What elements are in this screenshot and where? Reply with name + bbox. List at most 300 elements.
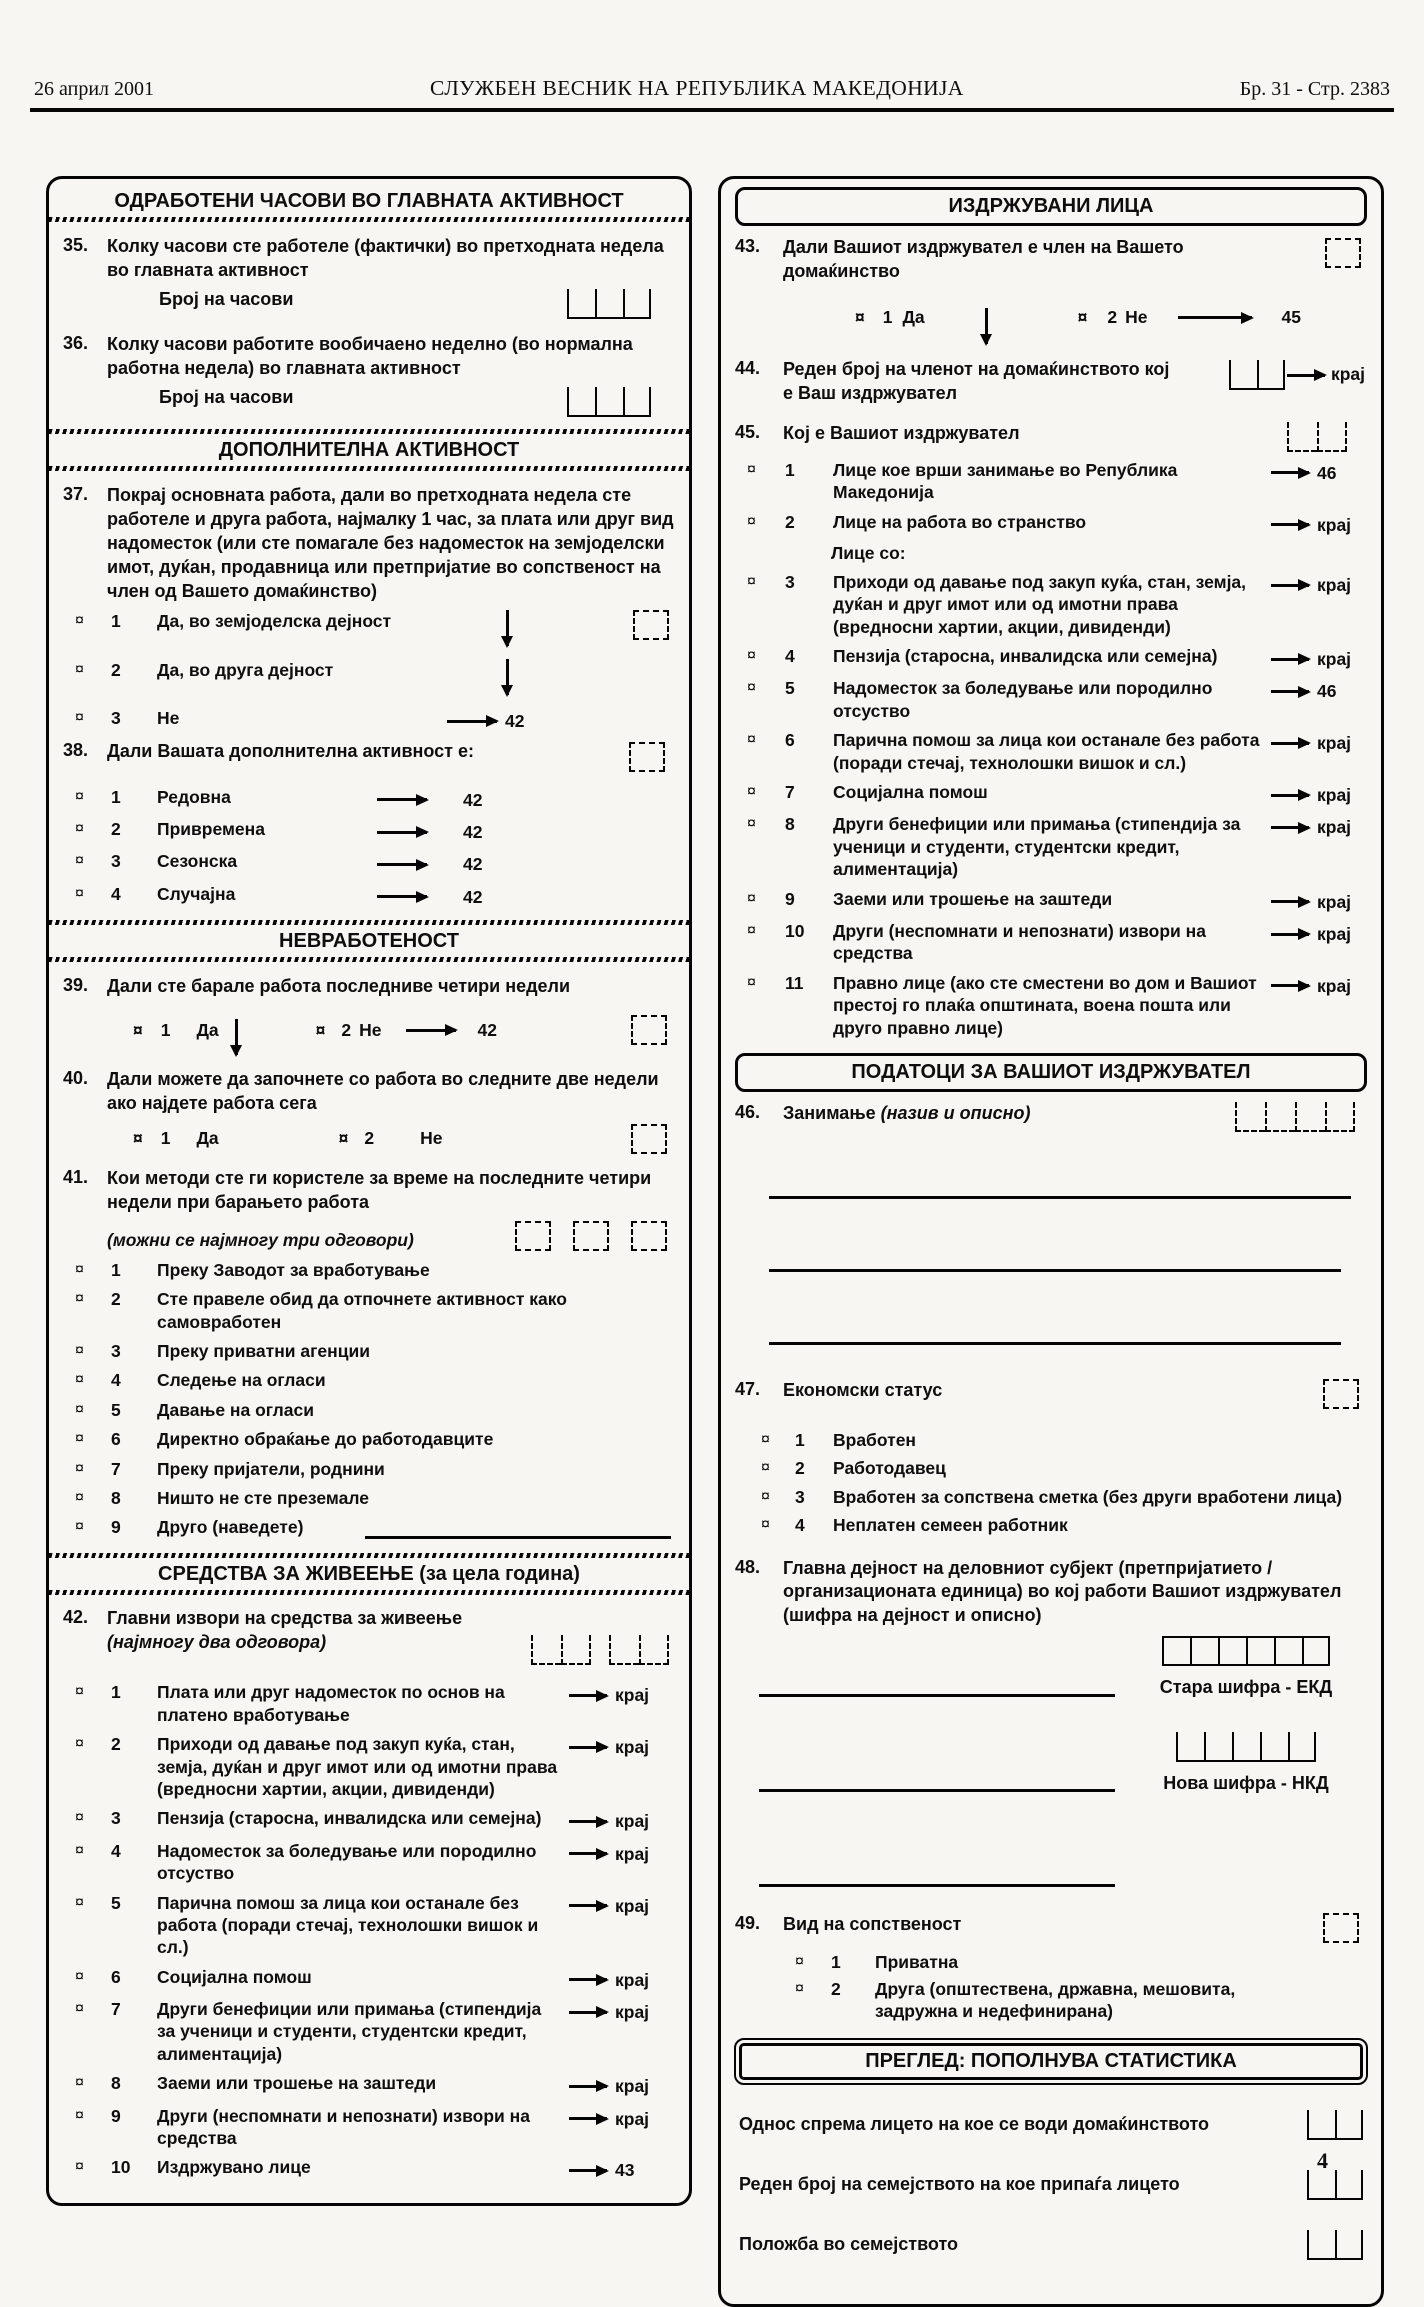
option-row	[75, 786, 675, 811]
option-row	[75, 1516, 675, 1539]
answer-box[interactable]	[515, 1221, 551, 1251]
checkbox-icon[interactable]: ¤	[338, 1128, 349, 1149]
answer-box[interactable]	[1323, 1379, 1359, 1409]
option-label: Други (неспомнати и непознати) извори на средства	[157, 2105, 530, 2149]
option-label: Случајна	[157, 883, 236, 904]
question-text: Дали можете да започнете со работа во следните две недели ако најдете работа сега	[107, 1069, 659, 1114]
checkbox-icon[interactable]: ¤	[75, 1841, 84, 1859]
checkbox-icon[interactable]: ¤	[75, 1260, 84, 1278]
option-row	[75, 1399, 675, 1421]
checkbox-icon[interactable]: ¤	[1077, 307, 1088, 328]
arrow-right-icon	[1271, 826, 1309, 829]
option-label: Да	[902, 307, 925, 328]
option-label: Вработен	[833, 1429, 916, 1450]
subgroup-label: Лице со:	[831, 542, 906, 563]
option-label: Да, во земјоделска дејност	[157, 611, 392, 632]
option-number: 8	[785, 814, 795, 835]
option-label: Редовна	[157, 786, 231, 807]
option-label: Пензија (старосна, инвалидска или семејна)	[157, 1808, 542, 1829]
option-number: 6	[785, 730, 795, 751]
option-label: Правно лице (ако сте сместени во дом и Вашиот престој го плаќа општината, воена пошта или друго правно лице)	[833, 972, 1257, 1038]
checkbox-icon[interactable]: ¤	[747, 647, 756, 665]
section-title: ДОПОЛНИТЕЛНА АКТИВНОСТ	[218, 438, 520, 461]
option-number: 2	[831, 1978, 841, 1999]
option-row	[75, 850, 675, 875]
option-label: Заеми или трошење на заштеди	[833, 888, 1113, 909]
skip-target: 42	[505, 711, 525, 732]
section-dependents: ИЗДРЖУВАНИ ЛИЦА	[735, 187, 1367, 226]
skip-target: крај	[1317, 574, 1352, 595]
member-number-box[interactable]	[1229, 360, 1285, 390]
question-text: Дали Вашата дополнителна активност е:	[107, 740, 474, 761]
option-label: Не	[157, 708, 180, 729]
option-number: 1	[160, 1128, 171, 1149]
question-text: Занимање	[783, 1102, 876, 1123]
option-label: Лице на работа во странство	[833, 511, 1087, 532]
option-number: 3	[795, 1486, 805, 1507]
option-label: Сте правеле обид да отпочнете активност како самовработен	[157, 1289, 567, 1332]
question-text: Вид на сопственост	[783, 1914, 962, 1935]
checkbox-icon[interactable]: ¤	[75, 1371, 84, 1389]
skip-target: 46	[1317, 681, 1337, 702]
option-row	[747, 781, 1367, 806]
arrow-right-icon	[569, 1820, 607, 1823]
option-label: Друга (општествена, државна, мешовита, задружна и недефинирана)	[875, 1978, 1236, 2022]
question-instruction: (шифра на дејност и описно)	[783, 1605, 1042, 1626]
option-label: Да	[196, 1019, 219, 1040]
new-code-box[interactable]	[1176, 1732, 1316, 1762]
checkbox-icon[interactable]: ¤	[747, 572, 756, 590]
page-header	[34, 76, 1390, 101]
statistics-code-box[interactable]	[1307, 2230, 1363, 2260]
option-label: Работодавец	[833, 1458, 946, 1479]
option-label: Парична помош за лица кои останале без работа (поради стечај, технолошки вишок и сл.)	[157, 1892, 539, 1958]
option-number: 1	[111, 611, 121, 632]
arrow-right-icon	[1178, 316, 1252, 319]
arrow-right-icon	[569, 1694, 607, 1697]
old-code-label: Стара шифра - ЕКД	[1159, 1677, 1333, 1698]
checkbox-icon[interactable]: ¤	[747, 512, 756, 530]
question-text-note: (или сте помагале без надоместок на земјоделски имот, дуќан, продавница или претпријатие во сопственост на член од Вашето домаќинство)	[107, 532, 665, 601]
checkbox-icon[interactable]: ¤	[75, 884, 84, 902]
option-number: 4	[111, 883, 121, 904]
option-number: 9	[111, 1517, 121, 1538]
occupation-code-box[interactable]	[1235, 1102, 1355, 1132]
option-number: 3	[785, 571, 795, 592]
checkbox-icon[interactable]: ¤	[315, 1019, 326, 1040]
checkbox-icon[interactable]: ¤	[75, 2106, 84, 2124]
option-number: 11	[785, 972, 804, 993]
new-code-group	[1133, 1732, 1359, 1794]
zigzag-divider	[49, 957, 689, 962]
arrow-right-icon	[1271, 984, 1309, 987]
option-row	[761, 1457, 1367, 1479]
option-label: Друго (наведете)	[157, 1517, 304, 1538]
option-number: 10	[111, 2157, 131, 2178]
checkbox-icon[interactable]: ¤	[75, 1459, 84, 1477]
question-43	[735, 236, 1325, 284]
option-row	[75, 1892, 675, 1959]
option-label: Да	[196, 1128, 219, 1149]
option-label: Директно обраќање до работодавците	[157, 1429, 494, 1450]
option-number: 2	[785, 511, 795, 532]
arrow-right-icon	[406, 1029, 456, 1032]
question-text: Кои методи сте ги користеле за време на последните четири недели при барањето работа	[107, 1167, 652, 1212]
option-number: 2	[111, 659, 121, 680]
option-number: 3	[111, 1341, 121, 1362]
arrow-right-icon	[1271, 584, 1309, 587]
option-row	[747, 920, 1367, 965]
checkbox-icon[interactable]: ¤	[75, 1809, 84, 1827]
checkbox-icon[interactable]: ¤	[747, 460, 756, 478]
option-number: 8	[111, 2073, 121, 2094]
question-text: Кој е Вашиот издржувател	[783, 422, 1020, 443]
option-label: Приватна	[875, 1952, 959, 1973]
answer-box[interactable]	[573, 1221, 609, 1251]
section-unemployment	[63, 920, 675, 962]
checkbox-icon[interactable]: ¤	[747, 889, 756, 907]
write-in-line[interactable]	[769, 1196, 1351, 1199]
option-label: Преку приватни агенции	[157, 1341, 370, 1362]
write-in-line[interactable]	[365, 1536, 671, 1539]
arrow-right-icon	[1271, 742, 1309, 745]
statistics-code-box[interactable]	[1307, 2170, 1363, 2200]
question-number: 48.	[735, 1556, 761, 1577]
option-label: Сезонска	[157, 851, 238, 872]
hours-label: Број на часови	[159, 386, 294, 407]
option-row	[747, 972, 1367, 1039]
question-text	[107, 484, 675, 604]
skip-target: 42	[463, 789, 483, 810]
option-label: Пензија (старосна, инвалидска или семејна)	[833, 646, 1218, 667]
review-row	[739, 2110, 1363, 2140]
skip-target: крај	[615, 2108, 650, 2129]
option-number: 4	[795, 1515, 805, 1536]
option-number: 5	[785, 678, 795, 699]
option-row	[747, 677, 1367, 722]
option-row	[747, 729, 1367, 774]
statistics-code-box[interactable]	[1307, 2110, 1363, 2140]
section-title: НЕВРАБОТЕНОСТ	[279, 930, 459, 953]
checkbox-icon[interactable]: ¤	[75, 1735, 84, 1753]
checkbox-icon[interactable]: ¤	[133, 1019, 143, 1040]
checkbox-icon[interactable]: ¤	[75, 2158, 84, 2176]
question-text-bold: Покрај основната работа, дали во претходната недела сте работеле и друга работа, најмалку 1 час, за плата или друг вид надоместок	[107, 484, 674, 553]
write-in-line[interactable]	[769, 1342, 1341, 1345]
section-provider-data: ПОДАТОЦИ ЗА ВАШИОТ ИЗДРЖУВАТЕЛ	[735, 1053, 1367, 1092]
option-label: Лице кое врши занимање во Република Македонија	[833, 459, 1178, 503]
arrow-right-icon	[569, 1904, 607, 1907]
skip-target: крај	[1317, 975, 1352, 996]
question-45	[735, 422, 1287, 446]
option-row	[75, 818, 675, 843]
write-in-line[interactable]	[759, 1789, 1115, 1792]
header-date: 26 април 2001	[34, 78, 154, 100]
write-in-line[interactable]	[759, 1694, 1115, 1697]
skip-target: 42	[477, 1019, 497, 1040]
checkbox-icon[interactable]: ¤	[855, 307, 865, 328]
header-issue: Бр. 31 - Стр. 2383	[1239, 78, 1390, 100]
checkbox-icon[interactable]: ¤	[747, 731, 756, 749]
option-number: 7	[785, 782, 795, 803]
arrow-right-icon	[569, 2169, 607, 2172]
arrow-right-icon	[1271, 523, 1309, 526]
question-number: 41.	[63, 1166, 89, 1187]
option-number: 5	[111, 1892, 121, 1913]
option-label: Следење на огласи	[157, 1370, 326, 1391]
question-44	[735, 358, 1229, 406]
old-code-box[interactable]	[1162, 1636, 1330, 1666]
checkbox-icon[interactable]: ¤	[75, 787, 84, 805]
option-row	[75, 1259, 675, 1281]
skip-target: крај	[615, 1969, 650, 1990]
arrow-right-icon	[1271, 900, 1309, 903]
question-40	[63, 1068, 675, 1116]
option-label: Давање на огласи	[157, 1399, 314, 1420]
checkbox-icon[interactable]: ¤	[75, 1893, 84, 1911]
option-number: 1	[160, 1019, 171, 1040]
arrow-right-icon	[377, 863, 427, 866]
option-row	[75, 2072, 675, 2097]
skip-target: крај	[1317, 891, 1352, 912]
question-41	[63, 1167, 675, 1215]
review-label: Однос спрема лицето на кое се води домаќинството	[739, 2114, 1210, 2134]
skip-target: крај	[1317, 924, 1352, 944]
option-row	[795, 1951, 1367, 1973]
option-label: Други бенефиции или примања (стипендија за ученици и студенти, студентски кредит, алиментација)	[157, 1999, 542, 2064]
arrow-right-icon	[569, 2085, 607, 2088]
checkbox-icon[interactable]: ¤	[75, 612, 84, 630]
checkbox-icon[interactable]: ¤	[747, 679, 756, 697]
option-row	[75, 1288, 675, 1333]
skip-target: крај	[1317, 514, 1352, 535]
option-number: 2	[111, 1734, 121, 1755]
section-title: СРЕДСТВА ЗА ЖИВЕЕЊЕ (за цела година)	[158, 1563, 580, 1586]
section-additional-activity	[63, 429, 675, 471]
option-label: Неплатен семеен работник	[833, 1515, 1068, 1536]
question-number: 46.	[735, 1101, 761, 1122]
hours-entry-box[interactable]	[567, 289, 651, 319]
page-number: 4	[1317, 2148, 1328, 2173]
checkbox-icon[interactable]: ¤	[75, 1488, 84, 1506]
answer-box[interactable]	[1325, 238, 1361, 268]
skip-target: крај	[615, 1843, 650, 1864]
arrow-down-icon	[506, 659, 509, 695]
arrow-right-icon	[1271, 471, 1309, 474]
option-number: 4	[785, 646, 795, 667]
option-row	[75, 1369, 675, 1391]
option-number: 1	[831, 1952, 841, 1973]
option-row	[747, 888, 1367, 913]
answer-box[interactable]	[1323, 1913, 1359, 1943]
skip-target: крај	[1317, 785, 1352, 806]
option-row	[795, 1978, 1367, 2023]
section-means	[63, 1553, 675, 1595]
arrow-right-icon	[1271, 690, 1309, 693]
answer-box[interactable]	[633, 610, 669, 640]
option-row	[747, 511, 1367, 536]
checkbox-icon[interactable]: ¤	[75, 660, 84, 678]
arrow-down-icon	[235, 1019, 238, 1055]
new-code-label: Нова шифра - НКД	[1163, 1773, 1329, 1794]
checkbox-icon[interactable]: ¤	[75, 1518, 84, 1536]
option-row	[75, 1733, 675, 1800]
checkbox-icon[interactable]: ¤	[75, 1430, 84, 1448]
option-label: Не	[420, 1128, 443, 1149]
option-number: 1	[785, 459, 795, 480]
option-number: 1	[795, 1429, 805, 1450]
arrow-right-icon	[569, 1746, 607, 1749]
option-number: 4	[111, 1370, 121, 1391]
answer-box[interactable]	[531, 1635, 591, 1665]
option-row	[747, 459, 1367, 504]
write-in-line[interactable]	[769, 1269, 1341, 1272]
skip-target: крај	[1317, 649, 1352, 670]
option-row	[747, 813, 1367, 880]
option-label: Парична помош за лица кои останале без работа (поради стечај, технолошки вишок и сл.)	[833, 730, 1260, 773]
question-38	[63, 740, 629, 764]
question-text: Главна дејност на деловниот субјект (претпријатието / организационата единица) во кој работи Вашиот издржувател	[783, 1557, 1342, 1602]
option-row	[761, 1486, 1367, 1508]
arrow-right-icon	[1287, 374, 1325, 377]
right-column-box	[718, 176, 1384, 2307]
option-row	[75, 1807, 675, 1832]
checkbox-icon[interactable]: ¤	[75, 1683, 84, 1701]
option-number: 9	[111, 2105, 121, 2126]
zigzag-divider	[49, 1590, 689, 1595]
option-number: 2	[111, 1289, 121, 1310]
skip-target: крај	[615, 1811, 650, 1832]
header-rule	[30, 108, 1394, 112]
arrow-down-icon	[985, 308, 988, 344]
checkbox-icon[interactable]: ¤	[747, 973, 756, 991]
option-label: Други бенефиции или примања (стипендија за ученици и студенти, студентски кредит, алиментација)	[833, 814, 1241, 880]
option-label: Социјална помош	[157, 1966, 312, 1987]
option-number: 3	[111, 851, 121, 872]
skip-target: крај	[615, 1685, 650, 1706]
question-number: 35.	[63, 235, 89, 255]
checkbox-icon[interactable]: ¤	[75, 709, 84, 727]
option-number: 1	[111, 786, 121, 807]
checkbox-icon[interactable]: ¤	[75, 1400, 84, 1418]
question-text: Дали сте барале работа последниве четири недели	[107, 976, 571, 997]
checkbox-icon[interactable]: ¤	[133, 1128, 143, 1149]
option-label: Преку Заводот за вработување	[157, 1259, 430, 1280]
question-text: Колку часови сте работеле (фактички) во претходната недела во главната активност	[107, 236, 664, 280]
option-row	[75, 1487, 675, 1509]
answer-box[interactable]	[631, 1015, 667, 1045]
question-text: Реден број на членот на домаќинството кој е Ваш издржувател	[783, 358, 1170, 403]
option-row	[747, 571, 1367, 638]
option-number: 2	[364, 1128, 375, 1149]
question-number: 47.	[735, 1378, 761, 1399]
question-number: 36.	[63, 332, 89, 353]
question-number: 37.	[63, 483, 89, 504]
checkbox-icon[interactable]: ¤	[75, 1342, 84, 1360]
checkbox-icon[interactable]: ¤	[75, 2000, 84, 2018]
checkbox-icon[interactable]: ¤	[75, 1967, 84, 1985]
option-row	[75, 610, 675, 651]
answer-box[interactable]	[629, 742, 665, 772]
option-number: 6	[111, 1429, 121, 1450]
option-label: Надоместок за боледување или породилно отсуство	[833, 678, 1213, 721]
option-row	[75, 707, 675, 732]
answer-box[interactable]	[609, 1635, 669, 1665]
option-label: Други (неспомнати и непознати) извори на средства	[833, 921, 1206, 964]
answer-box[interactable]	[631, 1221, 667, 1251]
question-instruction: (можни се најмногу три одговори)	[107, 1229, 414, 1250]
checkbox-icon[interactable]: ¤	[75, 1290, 84, 1308]
option-label: Приходи од давање под закуп куќа, стан, земја, дуќан и друг имот или од имотни права (вредносни хартии, акции, дивиденди)	[157, 1734, 558, 1799]
skip-target: крај	[615, 1737, 650, 1758]
review-row	[739, 2170, 1363, 2200]
question-49	[735, 1913, 1323, 1937]
option-number: 2	[795, 1458, 805, 1479]
skip-target: крај	[1317, 817, 1352, 838]
option-label: Издржувано лице	[157, 2157, 311, 2178]
skip-target: крај	[615, 2076, 650, 2097]
checkbox-icon[interactable]: ¤	[75, 820, 84, 837]
checkbox-icon[interactable]: ¤	[75, 2074, 84, 2092]
zigzag-divider	[49, 466, 689, 471]
checkbox-icon[interactable]: ¤	[747, 922, 756, 939]
option-number: 1	[111, 1682, 121, 1703]
answer-box[interactable]	[631, 1124, 667, 1154]
checkbox-icon[interactable]: ¤	[761, 1430, 770, 1448]
checkbox-icon[interactable]: ¤	[795, 1953, 804, 1971]
skip-target: 46	[1317, 462, 1337, 483]
review-label: Реден број на семејството на кое припаѓа лицето	[739, 2174, 1180, 2194]
answer-box[interactable]	[1287, 422, 1347, 452]
question-text: Дали Вашиот издржувател е член на Вашето домаќинство	[783, 237, 1184, 281]
option-number: 2	[341, 1019, 352, 1040]
option-label: Не	[1125, 307, 1148, 328]
zigzag-divider	[49, 217, 689, 222]
option-number: 4	[111, 1840, 121, 1861]
option-number: 5	[111, 1399, 121, 1420]
option-row	[75, 1840, 675, 1885]
checkbox-icon[interactable]: ¤	[761, 1487, 770, 1505]
arrow-right-icon	[569, 2117, 607, 2120]
option-label: Приходи од давање под закуп куќа, стан, земја, дуќан и друг имот или од имотни права (вредносни хартии, акции, дивиденди)	[833, 571, 1247, 637]
checkbox-icon[interactable]: ¤	[747, 815, 756, 833]
checkbox-icon[interactable]: ¤	[75, 852, 84, 870]
review-row	[739, 2230, 1363, 2260]
option-row	[75, 1340, 675, 1362]
write-in-line[interactable]	[759, 1884, 1115, 1887]
question-46	[735, 1102, 1235, 1126]
option-row	[75, 1458, 675, 1480]
option-row	[761, 1514, 1367, 1536]
question-number: 39.	[63, 975, 89, 996]
hours-entry-box[interactable]	[567, 387, 651, 417]
question-number: 44.	[735, 357, 761, 378]
section-review: ПРЕГЛЕД: ПОПОЛНУВА СТАТИСТИКА	[739, 2043, 1363, 2080]
arrow-right-icon	[377, 895, 427, 898]
option-row	[75, 659, 675, 700]
question-48	[735, 1557, 1367, 1629]
checkbox-icon[interactable]: ¤	[761, 1516, 770, 1534]
question-number: 40.	[63, 1068, 89, 1089]
checkbox-icon[interactable]: ¤	[761, 1459, 770, 1477]
checkbox-icon[interactable]: ¤	[795, 1979, 804, 1997]
left-column-box	[46, 176, 692, 2206]
option-number: 10	[785, 921, 805, 941]
checkbox-icon[interactable]: ¤	[747, 783, 756, 801]
question-37	[63, 484, 675, 604]
option-row	[75, 1681, 675, 1726]
option-label: Заеми или трошење на заштеди	[157, 2073, 437, 2094]
